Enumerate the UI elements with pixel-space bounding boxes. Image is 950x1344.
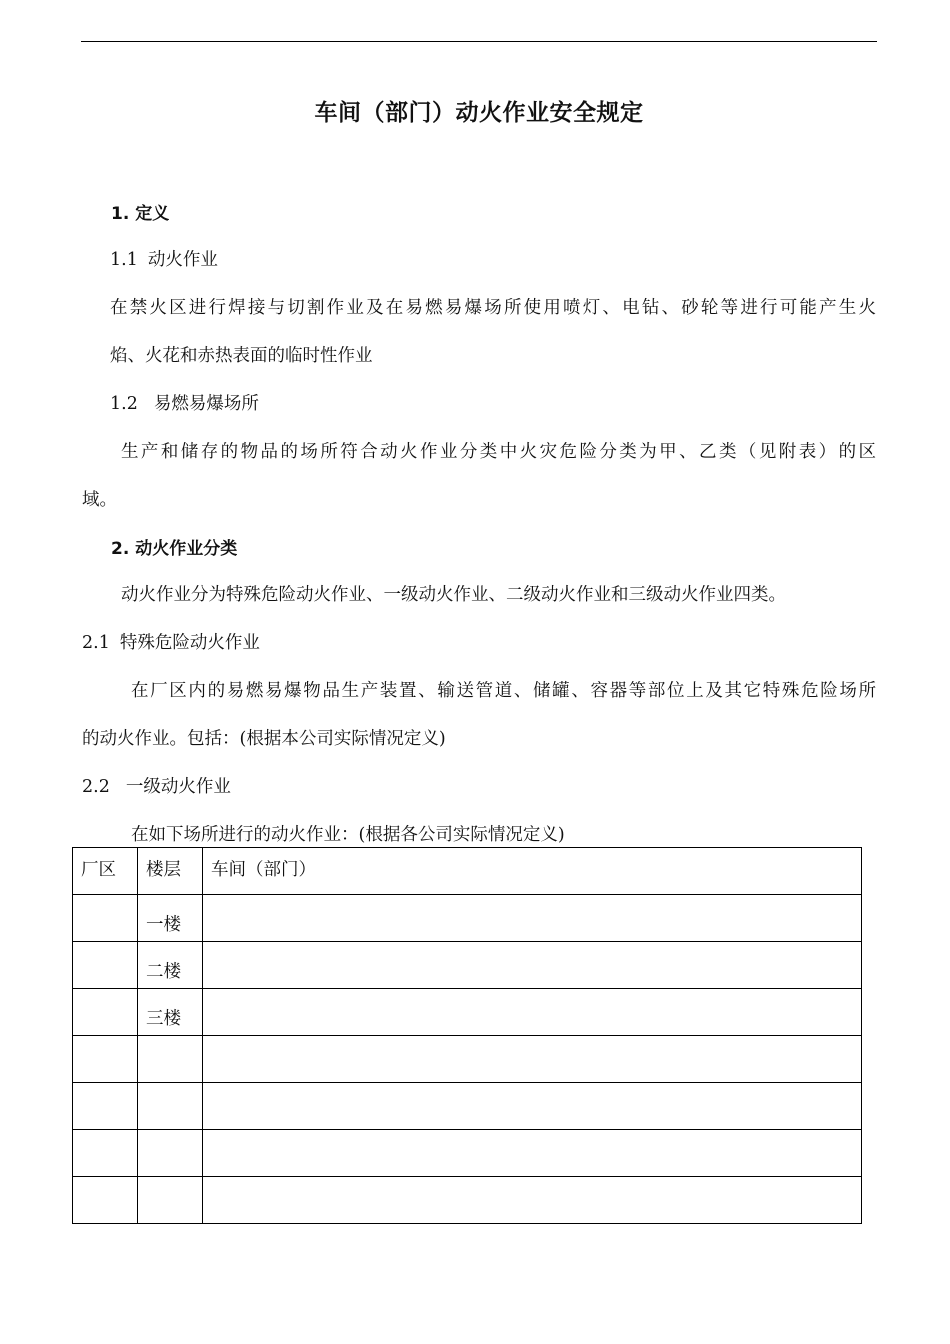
section-2-2-number: 2.2 (82, 777, 110, 797)
table-row (73, 1177, 862, 1224)
section-1-2-heading (110, 390, 259, 415)
table-cell (203, 895, 862, 942)
table-cell (73, 1083, 138, 1130)
table-cell (138, 1083, 203, 1130)
section-2-heading: 2. 动火作业分类 (111, 539, 238, 559)
section-1-2-number: 1.2 (110, 394, 138, 414)
section-1-1-number: 1.1 (110, 250, 138, 270)
table-row (73, 1130, 862, 1177)
document-title: 车间（部门）动火作业安全规定 (314, 100, 644, 126)
table-cell (73, 1177, 138, 1224)
table-row (73, 1083, 862, 1130)
section-2-2-heading (82, 773, 231, 798)
table-cell (73, 1130, 138, 1177)
table-cell: 一楼 (138, 895, 203, 942)
section-1-1-title: 动火作业 (147, 250, 218, 270)
section-1-1-text-line2: 焰、火花和赤热表面的临时性作业 (110, 346, 373, 366)
table-cell (73, 942, 138, 989)
table-cell (203, 942, 862, 989)
table-cell (203, 1130, 862, 1177)
section-2-1-text-line2: 的动火作业。包括：(根据本公司实际情况定义) (82, 729, 446, 749)
table-cell (73, 1036, 138, 1083)
section-2-intro: 动火作业分为特殊危险动火作业、一级动火作业、二级动火作业和三级动火作业四类。 (121, 585, 786, 605)
table-row (73, 942, 862, 989)
header-workshop: 车间（部门） (203, 848, 862, 895)
table-cell (203, 1177, 862, 1224)
section-1-2-text-line1: 生产和储存的物品的场所符合动火作业分类中火灾危险分类为甲、乙类（见附表）的区 (121, 442, 876, 462)
section-2-2-title: 一级动火作业 (125, 777, 231, 797)
table-cell (73, 989, 138, 1036)
section-2-1-title: 特殊危险动火作业 (119, 633, 260, 653)
table-row (73, 1036, 862, 1083)
table-cell (138, 1177, 203, 1224)
header-floor: 楼层 (138, 848, 203, 895)
section-1-2-title: 易燃易爆场所 (153, 394, 259, 414)
area-table (72, 847, 862, 1224)
table-cell (203, 1036, 862, 1083)
section-2-1-text-line1: 在厂区内的易燃易爆物品生产装置、输送管道、储罐、容器等部位上及其它特殊危险场所 (131, 681, 876, 701)
table-row (73, 895, 862, 942)
table-cell (138, 1130, 203, 1177)
table-header-row (73, 848, 862, 895)
table-cell (138, 1036, 203, 1083)
section-2-1-heading (82, 629, 260, 654)
section-2-1-number: 2.1 (82, 633, 110, 653)
table-cell: 三楼 (138, 989, 203, 1036)
section-1-2-text-line2: 域。 (82, 490, 117, 510)
table-cell (203, 989, 862, 1036)
section-1-heading: 1. 定义 (111, 204, 170, 224)
section-1-1-text-line1: 在禁火区进行焊接与切割作业及在易燃易爆场所使用喷灯、电钻、砂轮等进行可能产生火 (110, 298, 876, 318)
section-2-2-text: 在如下场所进行的动火作业：(根据各公司实际情况定义) (131, 825, 565, 845)
header-rule (81, 41, 877, 42)
section-1-1-heading (110, 246, 218, 271)
table-row (73, 989, 862, 1036)
header-plant-area: 厂区 (73, 848, 138, 895)
table-cell (203, 1083, 862, 1130)
table-cell: 二楼 (138, 942, 203, 989)
table-cell (73, 895, 138, 942)
